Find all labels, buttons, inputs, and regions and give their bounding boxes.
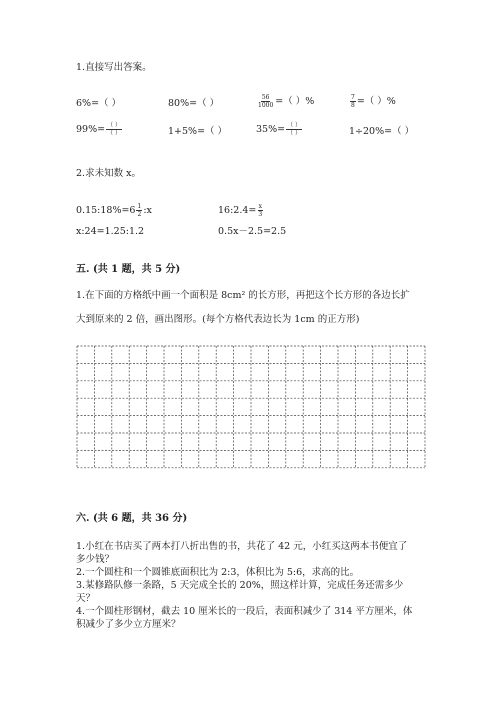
fraction	[106, 122, 122, 137]
fraction-denominator: 1000	[258, 102, 274, 109]
fraction	[257, 94, 274, 109]
square-grid	[76, 345, 426, 487]
equation-4: 0.5x－2.5=2.5	[218, 226, 287, 237]
fraction-numerator: （ ）	[287, 122, 301, 129]
fraction-numerator: 1	[137, 203, 142, 210]
equation-3: x:24=1.25:1.2	[76, 226, 145, 237]
equation-1-tail: :x	[143, 205, 152, 216]
question-4-line-1: 4.一个圆柱形钢材，截去 10 厘米长的一段后，表面积减少了 314 平方厘米，体	[76, 606, 413, 617]
section-5-question-line-1: 1.在下面的方格纸中画一个面积是 8cm² 的长方形，再把这个长方形的各边长扩	[76, 290, 410, 301]
fraction	[286, 122, 302, 137]
section-5-question-line-2: 大到原来的 2 倍，画出图形。(每个方格代表边长为 1cm 的正方形)	[76, 314, 360, 325]
calc-item-3-tail: =（ ）%	[275, 96, 315, 107]
calc-item-6: 1+5%=（ ）	[168, 126, 228, 137]
question-1-line-1: 1.小红在书店买了两本打八折出售的书，共花了 42 元，小红买这两本书便宜了	[76, 541, 408, 552]
fraction-denominator: （ ）	[287, 130, 301, 137]
calc-item-7	[256, 122, 303, 137]
fraction-numerator: （ ）	[107, 122, 121, 129]
calc-item-3	[256, 94, 314, 109]
calc-item-1: 6%=（ ）	[76, 98, 122, 109]
calc-item-4	[349, 94, 396, 109]
section-6-heading: 六. (共 6 题，共 36 分)	[76, 513, 188, 524]
fraction-numerator: 7	[351, 94, 355, 101]
equation-1	[76, 203, 152, 218]
calc-item-4-tail: =（ ）%	[356, 96, 396, 107]
calc-item-2: 80%=（ ）	[168, 98, 220, 109]
question-2: 2.一个圆柱和一个圆锥底面积比为 2:3，体积比为 5:6，求高的比。	[76, 567, 360, 578]
calc-item-5	[76, 122, 123, 137]
fraction	[350, 94, 356, 109]
fraction-denominator: 3	[258, 211, 263, 218]
equation-2	[218, 203, 264, 218]
question-1-line-2: 多少钱？	[76, 554, 115, 565]
equation-2-prefix: 16:2.4=	[218, 205, 257, 216]
fraction-denominator: 8	[351, 102, 355, 109]
question-3-line-1: 3.某修路队修一条路，5 天完成全长的 20%，照这样计算，完成任务还需多少	[76, 580, 404, 591]
fraction-numerator: 56	[261, 94, 270, 101]
equation-1-prefix: 0.15:18%=6	[76, 205, 136, 216]
calc-item-7-prefix: 35%=	[256, 124, 286, 135]
solve-title: 2.求未知数 x。	[76, 168, 141, 179]
fraction	[257, 203, 263, 218]
fraction-denominator: 2	[137, 211, 142, 218]
fraction-numerator: x	[258, 203, 262, 210]
question-4-line-2: 积减少了多少立方厘米？	[76, 619, 181, 630]
calc-item-8: 1÷20%=（ ）	[349, 126, 415, 137]
calc-item-5-prefix: 99%=	[76, 124, 106, 135]
fraction-denominator: （ ）	[107, 130, 121, 137]
section-5-heading: 五. (共 1 题，共 5 分)	[76, 264, 181, 275]
question-3-line-2: 天？	[76, 593, 96, 604]
fraction	[136, 203, 142, 218]
calc-title: 1.直接写出答案。	[76, 62, 152, 73]
